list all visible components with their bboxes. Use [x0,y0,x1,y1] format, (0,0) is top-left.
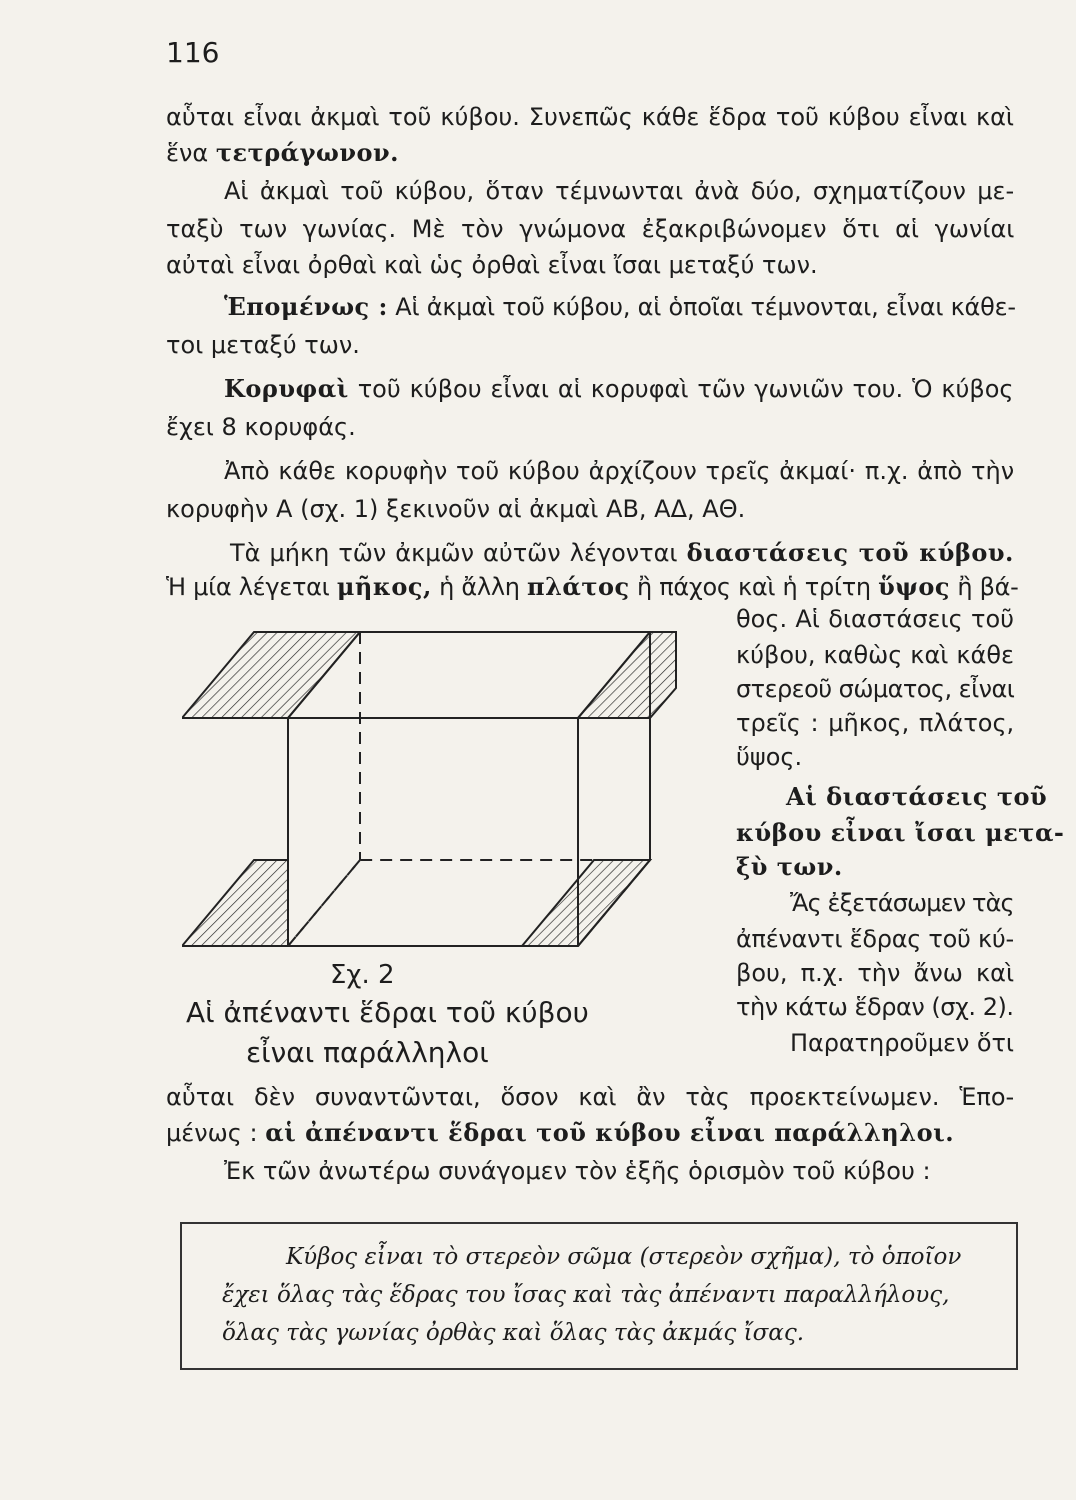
text-line [224,456,1014,486]
text-line [166,214,1014,244]
text-run: αὗται δὲν συναντῶνται, ὅσον καὶ ἂν τὰς προεκτείνωμεν. Ἑπο- [166,1083,1015,1111]
text-run: τρεῖς : μῆκος, πλάτος, [736,709,1015,737]
text-line [166,572,1019,602]
text-run: κύβου, καθὼς καὶ κάθε [736,641,1014,669]
text-run: τὴν κάτω ἕδραν (σχ. 2). [736,993,1014,1021]
text-line [166,138,399,168]
text-run: Αἱ ἀκμαὶ τοῦ κύβου, αἱ ὁποῖαι τέμνονται, εἶναι κάθε- [387,293,1016,321]
text-run: ἢ βά- [950,573,1019,601]
text-run: ἕνα [166,139,216,167]
text-run: Παρατηροῦμεν ὅτι [790,1029,1014,1057]
bold-text-run: Κορυφαὶ [224,374,349,403]
text-line [224,176,1014,206]
text-run: αὗται εἶναι ἀκμαὶ τοῦ κύβου. Συνεπῶς κάθε ἕδρα τοῦ κύβου εἶναι καὶ [166,103,1015,131]
text-line [166,1082,1014,1112]
text-run: ἔχει 8 κορυφάς. [166,413,356,441]
text-run: ἡ ἄλλη [431,573,527,601]
text-line [736,924,1014,954]
bold-text-run: Ἑπομένως : [224,292,388,321]
text-line [736,742,802,772]
bold-text-run: ὕψος [878,572,951,601]
figure-caption-line1: Αἱ ἀπέναντι ἕδραι τοῦ κύβου [186,996,589,1029]
text-line [224,374,1014,404]
figure-label: Σχ. 2 [330,960,395,990]
text-line [736,852,843,882]
text-run: θος. Αἱ διαστάσεις τοῦ [736,605,1015,633]
text-run: Ἀπὸ κάθε κορυφὴν τοῦ κύβου ἀρχίζουν τρεῖς ἀκμαί· π.χ. ἀπὸ τὴν [224,457,1015,485]
bold-text-run: αἱ ἀπέναντι ἕδραι τοῦ κύβου εἶναι παράλληλοι. [265,1118,955,1147]
bold-text-run: τετράγωνον. [215,138,400,167]
top-plane-right [578,632,676,718]
text-line [166,102,1014,132]
text-line [736,958,1014,988]
bold-text-run: ξὺ των. [736,852,843,881]
cube-figure [182,628,682,958]
bold-text-run: κύβου εἶναι ἴσαι μετα- [736,818,1065,847]
text-run: ἀπέναντι ἕδρας τοῦ κύ- [736,925,1014,953]
text-run: Τὰ μήκη τῶν ἀκμῶν αὐτῶν λέγονται [230,539,687,567]
text-line [166,330,360,360]
definition-box [180,1222,1018,1370]
text-run: ἢ πάχος καὶ ἡ τρίτη [629,573,879,601]
bottom-plane-left [182,860,288,946]
text-run: βου, π.χ. τὴν ἄνω καὶ [736,959,1015,987]
text-run: ὕψος. [736,743,803,771]
text-line [166,494,745,524]
text-run: αὐταὶ εἶναι ὀρθαὶ καὶ ὡς ὀρθαὶ εἶναι ἴσαι μεταξύ των. [166,251,818,279]
text-run: Ἡ μία λέγεται [166,573,337,601]
top-plane-left [182,632,360,718]
text-line [736,674,1014,704]
definition-line: ἔχει ὅλας τὰς ἕδρας του ἴσας καὶ τὰς ἀπέναντι παραλλήλους, [222,1282,950,1308]
text-run: μένως : [166,1119,266,1147]
text-run: ταξὺ των γωνίας. Μὲ τὸν γνώμονα ἐξακριβώνομεν ὅτι αἱ γωνίαι [166,215,1015,243]
bottom-plane-right [522,860,650,946]
definition-line: Κύβος εἶναι τὸ στερεὸν σῶμα (στερεὸν σχῆμα), τὸ ὁποῖον [286,1244,962,1270]
text-run: κορυφὴν Α (σχ. 1) ξεκινοῦν αἱ ἀκμαὶ ΑΒ, ΑΔ, ΑΘ. [166,495,746,523]
figure-caption-line2: εἶναι παράλληλοι [246,1036,489,1069]
text-run: Ἐκ τῶν ἀνωτέρω συνάγομεν τὸν ἑξῆς ὁρισμὸν τοῦ κύβου : [224,1157,931,1185]
text-line [736,708,1014,738]
text-line [736,818,1064,848]
text-line [790,1028,1014,1058]
text-run: στερεοῦ σώματος, εἶναι [736,675,1015,703]
bold-text-run: μῆκος, [336,572,432,601]
text-run: Αἱ ἀκμαὶ τοῦ κύβου, ὅταν τέμνωνται ἀνὰ δύο, σχηματίζουν με- [224,177,1015,205]
text-line [736,604,1014,634]
text-line [224,1156,931,1186]
text-line [786,782,1047,812]
text-line [230,538,1014,568]
text-line [736,640,1014,670]
text-line [224,292,1016,322]
text-run: τοι μεταξύ των. [166,331,360,359]
text-line [790,888,1014,918]
definition-line: ὅλας τὰς γωνίας ὀρθὰς καὶ ὅλας τὰς ἀκμάς ἴσας. [222,1320,805,1346]
text-run: Ἄς ἐξετάσωμεν τὰς [790,889,1014,917]
page-number: 116 [166,36,220,69]
bold-text-run: Αἱ διαστάσεις τοῦ [786,782,1048,811]
text-run: τοῦ κύβου εἶναι αἱ κορυφαὶ τῶν γωνιῶν του. Ὁ κύβος [348,375,1014,403]
text-line [166,1118,954,1148]
bold-text-run: διαστάσεις τοῦ κύβου. [686,538,1014,567]
bold-text-run: πλάτος [527,572,630,601]
text-line [166,250,818,280]
text-line [166,412,356,442]
text-line [736,992,1014,1022]
